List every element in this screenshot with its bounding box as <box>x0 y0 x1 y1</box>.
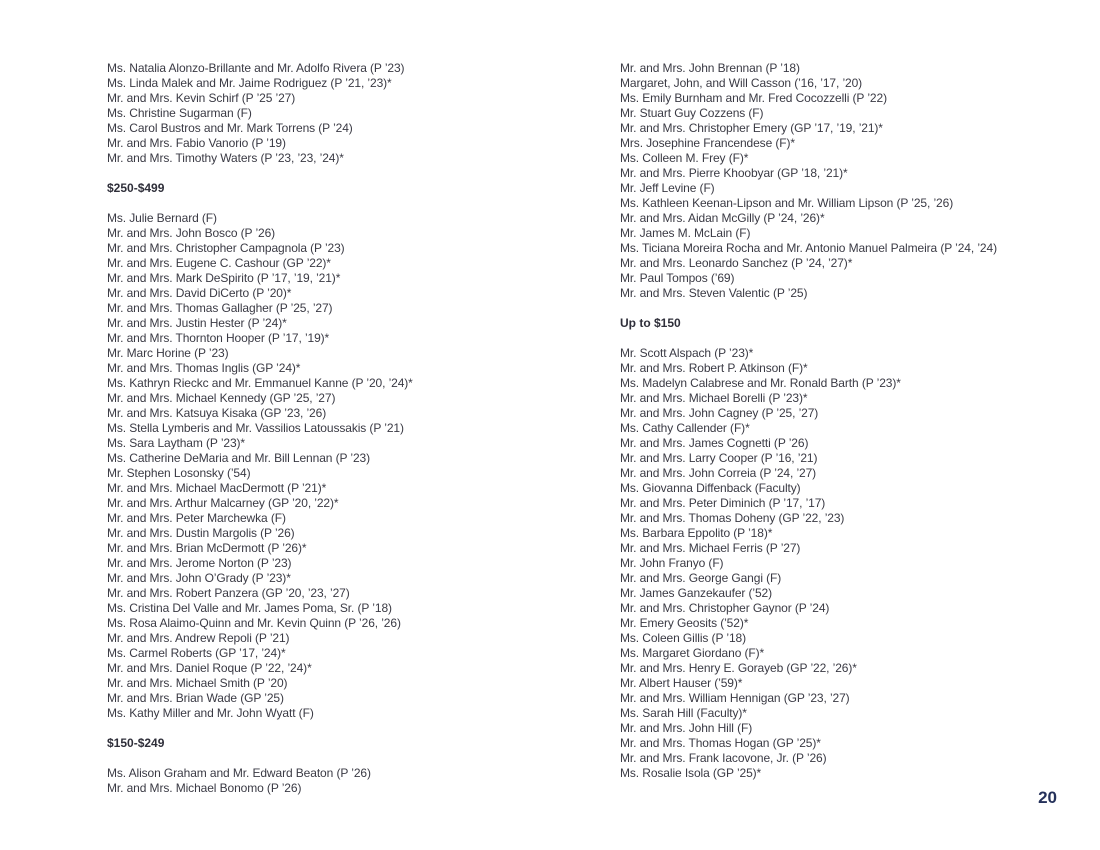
donor-name: Mr. and Mrs. John Correia (P ’24, ’27) <box>620 466 817 480</box>
donor-name: Mr. and Mrs. Michael Borelli (P ’23)* <box>620 391 808 405</box>
donor-name: Margaret, John, and Will Casson (’16, ’17, ’20) <box>620 76 863 90</box>
donor-name: Mr. and Mrs. Michael Kennedy (GP ’25, ’27) <box>107 391 336 405</box>
donor-name: Mr. and Mrs. John Cagney (P ’25, ’27) <box>620 406 819 420</box>
donor-name: Ms. Ticiana Moreira Rocha and Mr. Antonio Manuel Palmeira (P ’24, ’24) <box>620 241 997 255</box>
donor-name: Mr. and Mrs. Robert Panzera (GP ’20, ’23, ’27) <box>107 586 350 600</box>
donor-name: Mr. and Mrs. Michael MacDermott (P ’21)* <box>107 481 327 495</box>
donor-name: Mr. and Mrs. Fabio Vanorio (P ’19) <box>107 136 286 150</box>
donor-name: Ms. Kathy Miller and Mr. John Wyatt (F) <box>107 706 314 720</box>
donor-name: Ms. Rosa Alaimo-Quinn and Mr. Kevin Quinn (P ’26, ’26) <box>107 616 401 630</box>
section-heading-up-to-150: Up to $150 <box>620 316 681 330</box>
donor-name: Mr. and Mrs. Robert P. Atkinson (F)* <box>620 361 808 375</box>
donor-name: Mr. and Mrs. John Hill (F) <box>620 721 753 735</box>
section-heading-250-499: $250-$499 <box>107 181 165 195</box>
right-intro-list <box>620 61 1060 301</box>
donor-name: Mr. Paul Tompos (’69) <box>620 271 735 285</box>
donor-name: Ms. Julie Bernard (F) <box>107 211 217 225</box>
donor-name: Mrs. Josephine Francendese (F)* <box>620 136 795 150</box>
donor-name: Mr. and Mrs. Andrew Repoli (P ’21) <box>107 631 290 645</box>
donor-name: Mr. and Mrs. Thomas Gallagher (P ’25, ’27) <box>107 301 333 315</box>
donor-name: Mr. and Mrs. Dustin Margolis (P ’26) <box>107 526 295 540</box>
donor-name: Ms. Christine Sugarman (F) <box>107 106 252 120</box>
donor-name: Mr. Emery Geosits (’52)* <box>620 616 749 630</box>
donor-name: Mr. and Mrs. Christopher Emery (GP ’17, ’19, ’21)* <box>620 121 883 135</box>
donor-list-250-499 <box>107 211 587 721</box>
donor-name: Mr. Jeff Levine (F) <box>620 181 715 195</box>
donor-name: Mr. and Mrs. Henry E. Gorayeb (GP ’22, ’26)* <box>620 661 857 675</box>
donor-name: Ms. Carol Bustros and Mr. Mark Torrens (P ’24) <box>107 121 353 135</box>
donor-name: Mr. and Mrs. James Cognetti (P ’26) <box>620 436 809 450</box>
left-column <box>107 61 587 796</box>
donor-name: Mr. Scott Alspach (P ’23)* <box>620 346 754 360</box>
donor-name: Mr. and Mrs. Larry Cooper (P ’16, ’21) <box>620 451 818 465</box>
donor-name: Mr. and Mrs. Daniel Roque (P ’22, ’24)* <box>107 661 312 675</box>
donor-name: Ms. Natalia Alonzo-Brillante and Mr. Adolfo Rivera (P ’23) <box>107 61 405 75</box>
donor-name: Mr. Marc Horine (P ’23) <box>107 346 229 360</box>
donor-name: Mr. and Mrs. Thornton Hooper (P ’17, ’19)* <box>107 331 330 345</box>
donor-name: Mr. James Ganzekaufer (’52) <box>620 586 773 600</box>
page-number: 20 <box>1038 788 1057 807</box>
donor-name: Mr. and Mrs. Peter Diminich (P ’17, ’17) <box>620 496 826 510</box>
donor-name: Mr. and Mrs. Thomas Hogan (GP ’25)* <box>620 736 821 750</box>
donor-name: Mr. and Mrs. Timothy Waters (P ’23, ’23, ’24)* <box>107 151 344 165</box>
donor-name: Mr. and Mrs. Aidan McGilly (P ’24, ’26)* <box>620 211 825 225</box>
donor-name: Mr. James M. McLain (F) <box>620 226 751 240</box>
donor-name: Mr. and Mrs. Michael Ferris (P ’27) <box>620 541 801 555</box>
donor-name: Ms. Coleen Gillis (P ’18) <box>620 631 746 645</box>
donor-name: Mr. and Mrs. Brian Wade (GP ’25) <box>107 691 284 705</box>
donor-name: Mr. John Franyo (F) <box>620 556 724 570</box>
donor-name: Ms. Margaret Giordano (F)* <box>620 646 765 660</box>
donor-name: Mr. and Mrs. Mark DeSpirito (P ’17, ’19, ’21)* <box>107 271 341 285</box>
left-intro-list <box>107 61 587 166</box>
donor-name: Mr. and Mrs. David DiCerto (P ’20)* <box>107 286 292 300</box>
donor-name: Ms. Emily Burnham and Mr. Fred Cocozzelli (P ’22) <box>620 91 887 105</box>
donor-name: Mr. and Mrs. Michael Bonomo (P ’26) <box>107 781 302 795</box>
donor-name: Mr. and Mrs. Steven Valentic (P ’25) <box>620 286 808 300</box>
donor-name: Mr. and Mrs. John O’Grady (P ’23)* <box>107 571 291 585</box>
donor-name: Ms. Rosalie Isola (GP ’25)* <box>620 766 762 780</box>
donor-name: Mr. and Mrs. Kevin Schirf (P ’25 ’27) <box>107 91 296 105</box>
donor-name: Mr. and Mrs. Peter Marchewka (F) <box>107 511 286 525</box>
donor-name: Ms. Catherine DeMaria and Mr. Bill Lennan (P ’23) <box>107 451 371 465</box>
donor-name: Ms. Linda Malek and Mr. Jaime Rodriguez (P ’21, ’23)* <box>107 76 392 90</box>
section-heading-150-249: $150-$249 <box>107 736 165 750</box>
donor-name: Ms. Alison Graham and Mr. Edward Beaton (P ’26) <box>107 766 371 780</box>
donor-name: Mr. and Mrs. Michael Smith (P ’20) <box>107 676 288 690</box>
donor-name: Mr. and Mrs. Arthur Malcarney (GP ’20, ’22)* <box>107 496 339 510</box>
donor-list-150-249 <box>107 766 587 796</box>
donor-name: Mr. and Mrs. Christopher Gaynor (P ’24) <box>620 601 830 615</box>
donor-name: Mr. and Mrs. George Gangi (F) <box>620 571 782 585</box>
donor-name: Ms. Kathryn Rieckс and Mr. Emmanuel Kanne (P ’20, ’24)* <box>107 376 413 390</box>
donor-name: Mr. and Mrs. Frank Iacovone, Jr. (P ’26) <box>620 751 827 765</box>
donor-name: Mr. and Mrs. Thomas Doheny (GP ’22, ’23) <box>620 511 845 525</box>
donor-name: Mr. Stephen Losonsky (’54) <box>107 466 251 480</box>
donor-name: Ms. Giovanna Diffenback (Faculty) <box>620 481 801 495</box>
donor-name: Ms. Sara Laytham (P ’23)* <box>107 436 246 450</box>
donor-name: Mr. and Mrs. Eugene C. Cashour (GP ’22)* <box>107 256 331 270</box>
donor-name: Mr. and Mrs. John Brennan (P ’18) <box>620 61 800 75</box>
donor-name: Ms. Madelyn Calabrese and Mr. Ronald Barth (P ’23)* <box>620 376 901 390</box>
donor-name: Mr. and Mrs. Jerome Norton (P ’23) <box>107 556 292 570</box>
donor-name: Mr. and Mrs. William Hennigan (GP ’23, ’27) <box>620 691 850 705</box>
donor-name: Mr. and Mrs. Pierre Khoobyar (GP ’18, ’21)* <box>620 166 848 180</box>
donor-name: Ms. Carmel Roberts (GP ’17, ’24)* <box>107 646 286 660</box>
donor-name: Mr. and Mrs. Katsuya Kisaka (GP ’23, ’26) <box>107 406 327 420</box>
donor-name: Mr. and Mrs. Justin Hester (P ’24)* <box>107 316 287 330</box>
donor-name: Mr. and Mrs. Leonardo Sanchez (P ’24, ’27)* <box>620 256 853 270</box>
donor-name: Ms. Colleen M. Frey (F)* <box>620 151 749 165</box>
donor-name: Mr. Albert Hauser (’59)* <box>620 676 743 690</box>
donor-list-up-to-150 <box>620 346 1060 781</box>
donor-name: Ms. Cathy Callender (F)* <box>620 421 750 435</box>
donor-name: Ms. Kathleen Keenan-Lipson and Mr. William Lipson (P ’25, ’26) <box>620 196 954 210</box>
donor-name: Ms. Stella Lymberis and Mr. Vassilios Latoussakis (P ’21) <box>107 421 404 435</box>
donor-name: Mr. and Mrs. John Bosco (P ’26) <box>107 226 276 240</box>
donor-name: Mr. and Mrs. Thomas Inglis (GP ’24)* <box>107 361 301 375</box>
donor-name: Ms. Barbara Eppolito (P ’18)* <box>620 526 773 540</box>
donor-name: Mr. and Mrs. Brian McDermott (P ’26)* <box>107 541 307 555</box>
donor-name: Mr. and Mrs. Christopher Campagnola (P ’23) <box>107 241 345 255</box>
donor-name: Ms. Sarah Hill (Faculty)* <box>620 706 747 720</box>
donor-name: Mr. Stuart Guy Cozzens (F) <box>620 106 764 120</box>
right-column <box>620 61 1060 781</box>
donor-name: Ms. Cristina Del Valle and Mr. James Poma, Sr. (P ’18) <box>107 601 392 615</box>
